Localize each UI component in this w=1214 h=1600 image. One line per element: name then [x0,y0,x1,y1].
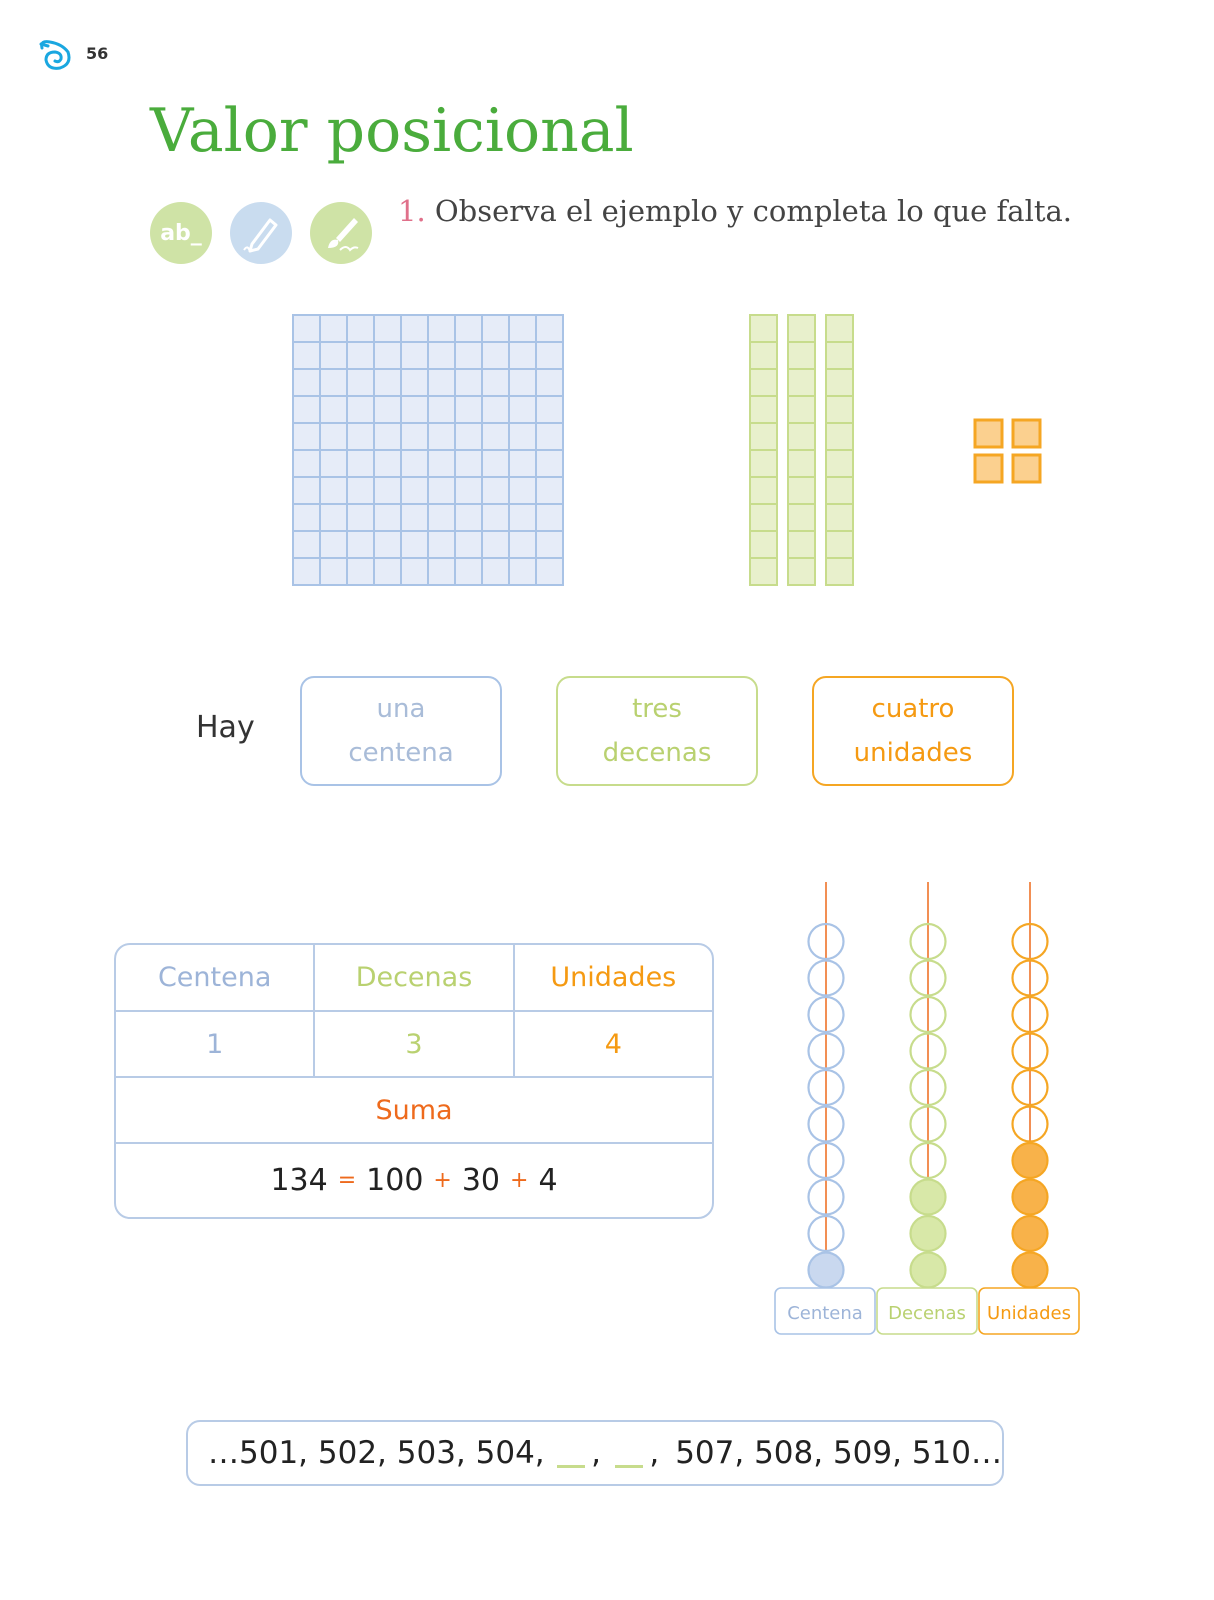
ten-rod [788,315,815,585]
abacus-bead [1013,1180,1048,1215]
skill-label: ab_ [160,221,202,246]
equation-hundreds: 100 [366,1163,424,1198]
abacus-label: Decenas [888,1303,966,1324]
header-decenas: Decenas [313,945,512,1010]
sequence-comma: , [591,1435,601,1471]
equation-total: 134 [270,1163,328,1198]
sequence-before: …501, 502, 503, 504, [208,1435,545,1471]
ten-rod [826,315,853,585]
blank-answer-1[interactable] [557,1439,585,1468]
hay-label: Hay [196,710,255,745]
digit-centena: 1 [206,1028,224,1060]
equals-sign: = [337,1168,357,1193]
abacus-bead [1013,1216,1048,1251]
instruction-text: Observa el ejemplo y completa lo que falta. [434,194,1073,228]
ten-rod [750,315,777,585]
page-number: 56 [86,44,109,63]
equation-units: 4 [538,1163,558,1198]
hundred-flat-block [293,315,563,585]
centena-word-box [300,676,502,786]
abacus-bead [1013,1253,1048,1288]
unit-cube [1013,455,1040,482]
sum-equation [116,1144,712,1217]
table-sum-row [116,1078,712,1144]
abacus-bead [1013,1143,1048,1178]
abacus-bead [911,1180,946,1215]
unidades-word-box [812,676,1014,786]
unit-cubes-group [975,420,1040,482]
sequence-after: 507, 508, 509, 510… [675,1435,1002,1471]
abacus-bead [911,1253,946,1288]
sequence-comma: , [649,1435,660,1471]
table-header-row [116,945,712,1012]
abacus-label: Centena [787,1303,863,1324]
page-title: Valor posicional [150,96,634,166]
decenas-word-line1: tres [632,694,682,724]
ten-rods-group [750,315,853,585]
unidades-word-line2: unidades [853,738,973,768]
decenas-word-line2: decenas [602,738,712,768]
blank-answer-2[interactable] [615,1439,643,1468]
abacus-bead [911,1216,946,1251]
unidades-word-line1: cuatro [871,694,955,724]
unit-cube [1013,420,1040,447]
plus-sign: + [433,1168,452,1193]
base-ten-blocks [0,0,1214,620]
digit-unidades: 4 [513,1012,712,1076]
table-equation-row [116,1144,712,1217]
decenas-word-box [556,676,758,786]
abacus-label: Unidades [987,1303,1071,1324]
header-centena: Centena [157,962,272,993]
header-unidades: Unidades [513,945,712,1010]
abacus-bead [809,1253,844,1288]
centena-word-line1: una [376,694,426,724]
unit-cube [975,455,1002,482]
abacus [770,878,1090,1348]
unit-cube [975,420,1002,447]
place-value-table [114,943,714,1219]
equation-tens: 30 [461,1163,501,1198]
plus-sign: + [510,1168,529,1193]
centena-word-line2: centena [348,738,454,768]
digit-decenas: 3 [313,1012,512,1076]
sum-label: Suma [375,1094,453,1126]
exercise-number: 1. [398,194,426,228]
number-sequence [186,1420,1004,1486]
table-digit-row [116,1012,712,1078]
